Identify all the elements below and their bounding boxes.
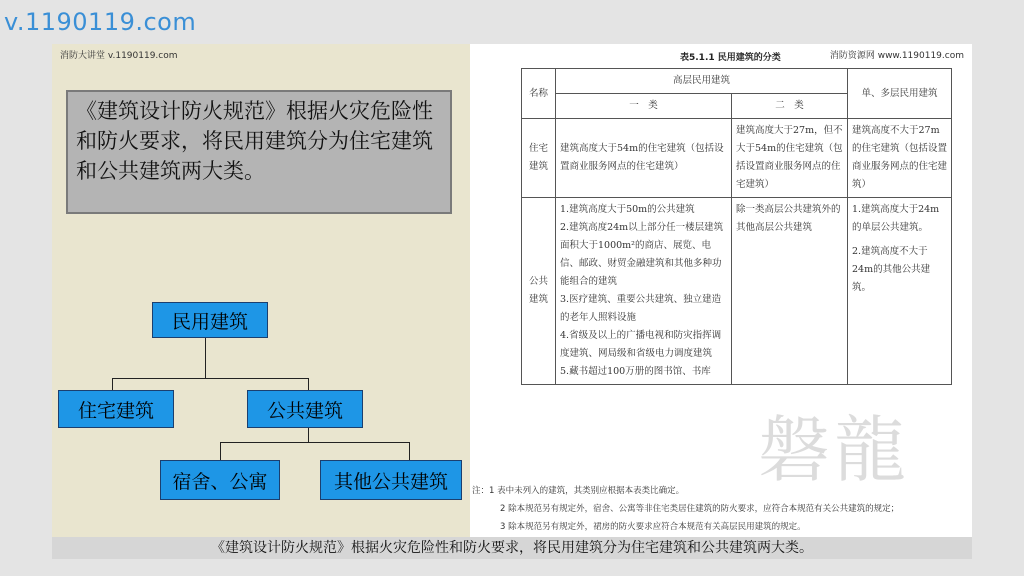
connector-level2-bar (220, 442, 410, 443)
node-public-building: 公共建筑 (247, 390, 363, 428)
source-tag-left: 消防大讲堂 v.1190119.com (60, 51, 178, 61)
list-item: 3.医疗建筑、重要公共建筑、独立建造的老年人照料设施 (560, 294, 722, 323)
connector-to-residential (112, 378, 113, 390)
connector-public-down (308, 428, 309, 442)
connector-to-public (308, 378, 309, 390)
right-panel (470, 44, 972, 537)
list-item: 2.建筑高度24m以上部分任一楼层建筑面积大于1000m²的商店、展览、电信、邮政、财贸金融建筑和其他多种功能组合的建筑 (560, 222, 724, 287)
table-row-residential (522, 119, 952, 198)
note-line: 注：1 表中未列入的建筑，其类别应根据本表类比确定。 (472, 486, 685, 496)
table-row-public (522, 198, 952, 385)
source-tag-right: 消防资源网 www.1190119.com (829, 51, 964, 61)
node-civil-building: 民用建筑 (152, 302, 268, 338)
ghost-watermark: 磐龍 (758, 408, 911, 492)
node-dormitory-apartment: 宿舍、公寓 (160, 460, 280, 500)
left-panel (52, 44, 470, 559)
list-item: 4.省级及以上的广播电视和防灾指挥调度建筑、网局级和省级电力调度建筑 (560, 330, 722, 359)
header-name: 名称 (522, 69, 556, 119)
note-line: 2 除本规范另有规定外，宿舍、公寓等非住宅类居住建筑的防火要求，应符合本规范有关公共建筑的规定； (500, 504, 900, 514)
connector-level1-bar (112, 378, 309, 379)
header-low-rise: 单、多层民用建筑 (848, 69, 952, 119)
node-other-public-building: 其他公共建筑 (320, 460, 462, 500)
cell-name-public: 公共建筑 (522, 198, 556, 385)
cell-class2-public: 除一类高层公共建筑外的其他高层公共建筑 (732, 198, 848, 385)
cell-class2-residential: 建筑高度大于27m，但不大于54m的住宅建筑（包括设置商业服务网点的住宅建筑） (732, 119, 848, 198)
table-notes (472, 482, 970, 536)
cell-class1-residential: 建筑高度大于54m的住宅建筑（包括设置商业服务网点的住宅建筑） (556, 119, 732, 198)
cell-low-public (848, 198, 952, 385)
quote-box: 《建筑设计防火规范》根据火灾危险性和防火要求，将民用建筑分为住宅建筑和公共建筑两大类。 (66, 90, 452, 214)
table-title: 表5.1.1 民用建筑的分类 (680, 53, 781, 63)
header-high-rise: 高层民用建筑 (556, 69, 848, 94)
header-class2: 二 类 (732, 94, 848, 119)
header-class1: 一 类 (556, 94, 732, 119)
classification-table (521, 68, 952, 385)
list-item: 5.藏书超过100万册的图书馆、书库 (560, 366, 711, 377)
note-line: 3 除本规范另有规定外，裙房的防火要求应符合本规范有关高层民用建筑的规定。 (500, 522, 806, 532)
list-item: 1.建筑高度大于24m的单层公共建筑。 (852, 204, 940, 233)
table-header-row (522, 69, 952, 94)
list-item: 1.建筑高度大于50m的公共建筑 (560, 204, 695, 215)
list-item: 2.建筑高度不大于24m的其他公共建筑。 (852, 246, 931, 293)
slide (52, 44, 972, 559)
node-residential-building: 住宅建筑 (58, 390, 174, 428)
cell-low-residential: 建筑高度不大于27m的住宅建筑（包括设置商业服务网点的住宅建筑） (848, 119, 952, 198)
connector-to-other-public (409, 442, 410, 460)
connector-to-dormitory (220, 442, 221, 460)
cell-class1-public (556, 198, 732, 385)
cell-name-residential: 住宅建筑 (522, 119, 556, 198)
connector-root-down (205, 336, 206, 378)
site-watermark: v.1190119.com (4, 8, 197, 36)
bottom-caption: 《建筑设计防火规范》根据火灾危险性和防火要求，将民用建筑分为住宅建筑和公共建筑两大类。 (52, 537, 972, 559)
